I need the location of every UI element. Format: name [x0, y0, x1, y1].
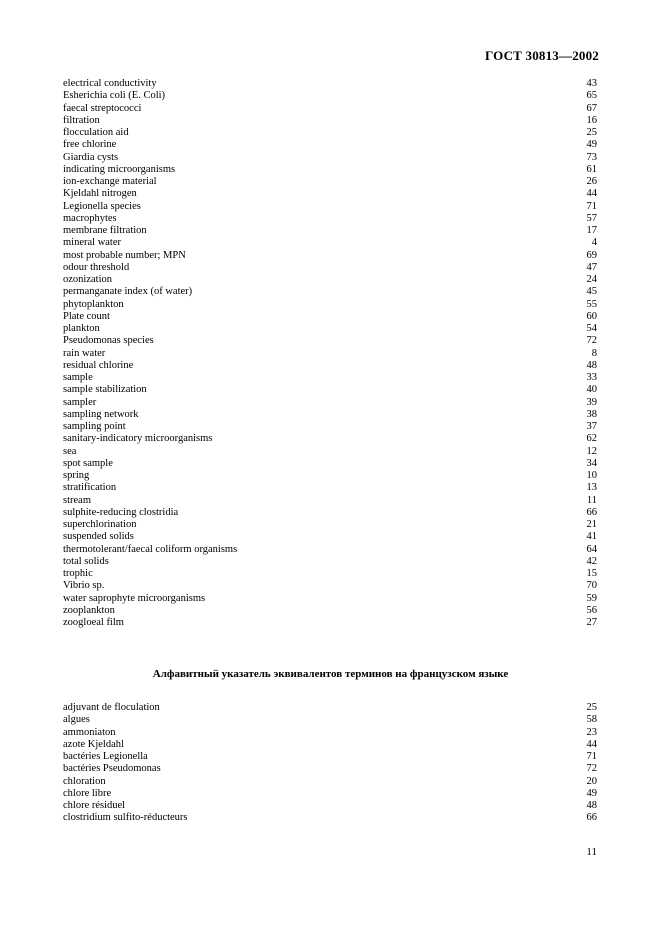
term-number: 49: [586, 139, 597, 151]
term-number: 57: [586, 212, 597, 224]
term-number: 48: [586, 800, 597, 811]
index-term: zooplankton: [63, 604, 115, 616]
french-index-title: Алфавитный указатель эквивалентов терминов на французском языке: [152, 668, 509, 680]
index-entry: [63, 727, 597, 739]
term-number: 49: [586, 787, 597, 799]
english-term-index: [63, 78, 597, 629]
index-entry: [63, 372, 597, 384]
term-number: 33: [586, 372, 597, 383]
index-term: sampling point: [63, 421, 126, 432]
term-number: 26: [586, 176, 597, 187]
index-term: thermotolerant/faecal coliform organisms: [63, 543, 238, 555]
standard-header: ГОСТ 30813—2002: [484, 48, 599, 63]
index-entry: [63, 360, 597, 372]
term-number: 20: [586, 775, 597, 787]
index-term: Esherichia coli (E. Coli): [63, 90, 166, 102]
term-number: 37: [586, 421, 597, 432]
term-number: 64: [586, 543, 597, 555]
term-number: 65: [586, 90, 597, 102]
index-term: algues: [63, 714, 90, 726]
index-entry: [63, 470, 597, 482]
index-term: chlore résiduel: [63, 800, 126, 811]
index-term: membrane filtration: [63, 225, 147, 236]
index-term: ion-exchange material: [63, 176, 157, 187]
index-entry: [63, 495, 597, 507]
index-entry: [63, 446, 597, 458]
term-number: 8: [591, 347, 597, 359]
index-term: permanganate index (of water): [63, 286, 193, 298]
term-number: 73: [586, 151, 597, 163]
term-number: 54: [586, 323, 597, 334]
index-term: total solids: [63, 555, 109, 567]
term-number: 25: [586, 127, 597, 138]
index-entry: [63, 250, 597, 262]
term-number: 70: [586, 580, 597, 592]
term-number: 34: [586, 457, 597, 469]
term-number: 38: [586, 408, 597, 420]
index-term: stratification: [63, 482, 117, 494]
index-entry: [63, 702, 597, 714]
index-entry: [63, 274, 597, 286]
index-term: odour threshold: [63, 261, 130, 273]
term-number: 71: [586, 200, 597, 212]
index-entry: [63, 90, 597, 102]
term-number: 44: [586, 738, 597, 750]
index-term: suspended solids: [63, 531, 134, 543]
term-number: 58: [586, 714, 597, 726]
index-entry: [63, 103, 597, 115]
index-term: sampler: [63, 396, 97, 408]
index-entry: [63, 311, 597, 323]
index-term: plankton: [63, 323, 100, 334]
index-term: phytoplankton: [63, 298, 124, 310]
term-number: 69: [586, 249, 597, 261]
term-number: 27: [586, 617, 597, 628]
index-entry: [63, 433, 597, 445]
index-term: sample stabilization: [63, 384, 147, 396]
index-entry: [63, 739, 597, 751]
term-number: 61: [586, 163, 597, 175]
index-entry: [63, 776, 597, 788]
term-number: 66: [586, 812, 597, 824]
index-entry: [63, 152, 597, 164]
index-entry: [63, 115, 597, 127]
index-entry: [63, 164, 597, 176]
term-number: 56: [586, 604, 597, 616]
index-term: ammoniaton: [63, 726, 116, 738]
term-number: 41: [586, 531, 597, 543]
index-term: macrophytes: [63, 212, 117, 224]
page-number: 11: [586, 846, 597, 858]
index-entry: [63, 593, 597, 605]
french-term-index: [63, 702, 597, 825]
index-entry: [63, 262, 597, 274]
term-number: 71: [586, 751, 597, 762]
index-term: Legionella species: [63, 200, 141, 212]
index-term: spot sample: [63, 457, 113, 469]
index-entry: [63, 812, 597, 824]
index-entry: [63, 544, 597, 556]
index-entry: [63, 397, 597, 409]
term-number: 62: [586, 433, 597, 445]
index-entry: [63, 482, 597, 494]
index-term: zoogloeal film: [63, 617, 124, 628]
index-term: bactéries Pseudomonas: [63, 763, 161, 775]
index-entry: [63, 335, 597, 347]
term-number: 24: [586, 274, 597, 285]
index-term: free chlorine: [63, 139, 117, 151]
term-number: 10: [586, 470, 597, 481]
index-entry: [63, 78, 597, 90]
term-number: 48: [586, 359, 597, 371]
term-number: 72: [586, 763, 597, 775]
index-entry: [63, 213, 597, 225]
index-term: faecal streptococci: [63, 102, 142, 114]
index-entry: [63, 201, 597, 213]
index-term: Vibrio sp.: [63, 580, 105, 592]
index-term: Giardia cysts: [63, 151, 119, 163]
term-number: 23: [586, 726, 597, 738]
index-term: stream: [63, 494, 91, 506]
index-entry: [63, 531, 597, 543]
term-number: 60: [586, 310, 597, 322]
index-entry: [63, 800, 597, 812]
index-term: Plate count: [63, 310, 110, 322]
index-entry: [63, 556, 597, 568]
index-term: most probable number; MPN: [63, 249, 186, 261]
index-term: Kjeldahl nitrogen: [63, 188, 137, 200]
term-number: 11: [586, 494, 597, 506]
index-entry: [63, 580, 597, 592]
term-number: 17: [586, 225, 597, 236]
index-entry: [63, 299, 597, 311]
index-entry: [63, 237, 597, 249]
index-term: sampling network: [63, 408, 139, 420]
index-term: ozonization: [63, 274, 112, 285]
index-entry: [63, 286, 597, 298]
term-number: 4: [591, 237, 597, 249]
index-entry: [63, 176, 597, 188]
term-number: 39: [586, 396, 597, 408]
index-term: flocculation aid: [63, 127, 129, 138]
index-entry: [63, 617, 597, 629]
index-term: indicating microorganisms: [63, 163, 176, 175]
term-number: 42: [586, 555, 597, 567]
index-term: trophic: [63, 568, 93, 579]
index-term: Pseudomonas species: [63, 335, 154, 347]
index-term: water saprophyte microorganisms: [63, 592, 206, 604]
term-number: 66: [586, 506, 597, 518]
index-entry: [63, 127, 597, 139]
index-term: electrical conductivity: [63, 78, 157, 89]
index-term: rain water: [63, 347, 106, 359]
index-entry: [63, 507, 597, 519]
index-entry: [63, 763, 597, 775]
index-term: bactéries Legionella: [63, 751, 148, 762]
index-term: adjuvant de floculation: [63, 702, 160, 713]
term-number: 13: [586, 482, 597, 494]
term-number: 45: [586, 286, 597, 298]
index-entry: [63, 519, 597, 531]
term-number: 72: [586, 335, 597, 347]
index-entry: [63, 568, 597, 580]
index-term: sulphite-reducing clostridia: [63, 506, 179, 518]
index-term: superchlorination: [63, 519, 137, 530]
term-number: 25: [586, 702, 597, 713]
term-number: 44: [586, 188, 597, 200]
index-term: sample: [63, 372, 93, 383]
term-number: 16: [586, 114, 597, 126]
index-term: filtration: [63, 114, 100, 126]
index-term: residual chlorine: [63, 359, 134, 371]
term-number: 43: [586, 78, 597, 89]
index-term: sea: [63, 445, 77, 457]
index-entry: [63, 788, 597, 800]
index-term: azote Kjeldahl: [63, 738, 124, 750]
index-entry: [63, 348, 597, 360]
term-number: 21: [586, 519, 597, 530]
term-number: 40: [586, 384, 597, 396]
term-number: 59: [586, 592, 597, 604]
term-number: 47: [586, 261, 597, 273]
index-entry: [63, 409, 597, 421]
index-term: chlore libre: [63, 787, 112, 799]
index-entry: [63, 714, 597, 726]
index-entry: [63, 605, 597, 617]
index-term: mineral water: [63, 237, 122, 249]
index-entry: [63, 225, 597, 237]
index-term: clostridium sulfito-réducteurs: [63, 812, 188, 824]
term-number: 67: [586, 102, 597, 114]
index-term: sanitary-indicatory microorganisms: [63, 433, 213, 445]
term-number: 12: [586, 445, 597, 457]
index-term: spring: [63, 470, 90, 481]
index-entry: [63, 751, 597, 763]
index-entry: [63, 458, 597, 470]
index-term: chloration: [63, 775, 106, 787]
index-entry: [63, 188, 597, 200]
term-number: 15: [586, 568, 597, 579]
index-entry: [63, 384, 597, 396]
index-entry: [63, 323, 597, 335]
index-entry: [63, 139, 597, 151]
index-entry: [63, 421, 597, 433]
term-number: 55: [586, 298, 597, 310]
